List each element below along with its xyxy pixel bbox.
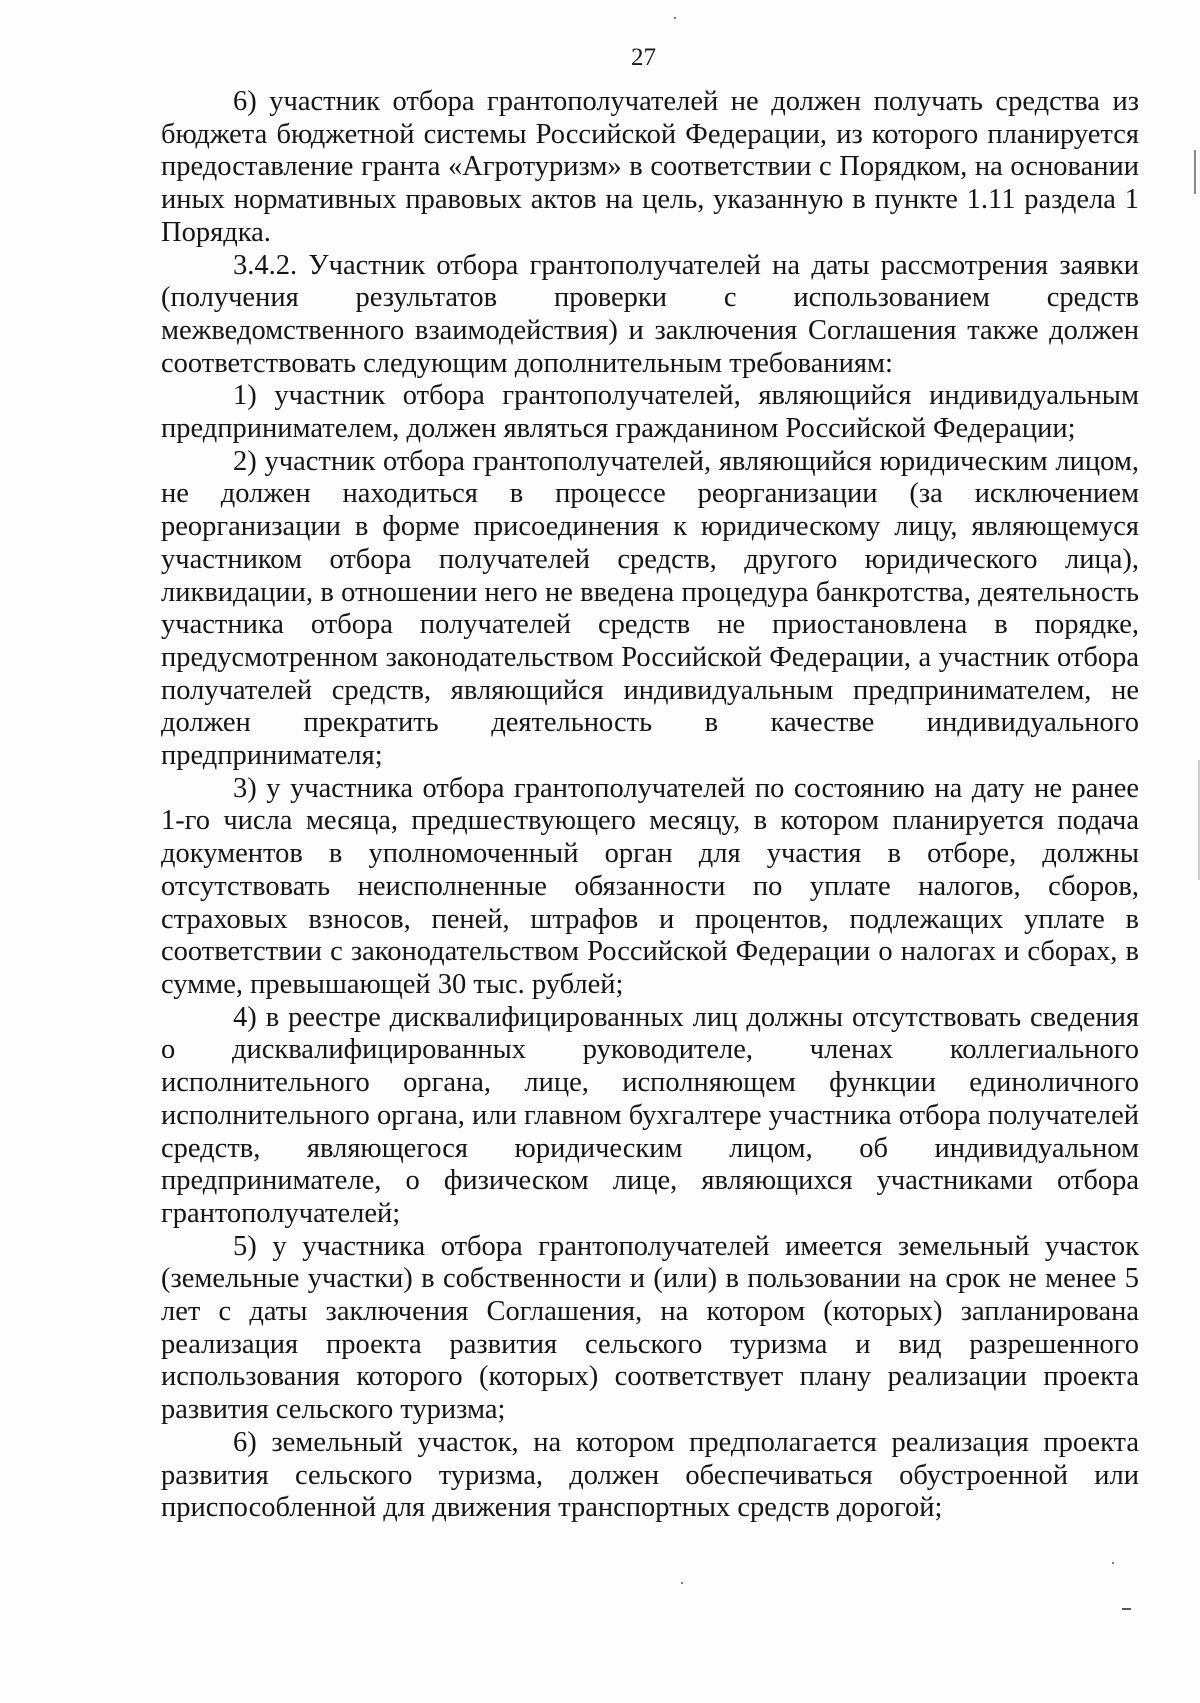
paragraph-item-2-reorganization: 2) участник отбора грантополучателей, являющийся юридическим лицом, не должен находиться в процессе реорганизации (за исключением реорганизации в форме присоединения к юридическому лицу, являющемуся участником отбора получателей средств, другого юридического лица), ликвидации, в отношении него не введена процедура банкротства, деятельность участника отбора получателей средств не приостановлена в порядке, предусмотренном законодательством Российской Федерации, а участник отбора получателей средств, являющийся индивидуальным предпринимателем, не должен прекратить деятельность в качестве индивидуального предпринимателя;: [161, 445, 1139, 772]
scan-speck: [674, 17, 676, 19]
document-body: [161, 86, 1139, 1525]
scan-speck: [681, 1582, 683, 1584]
paragraph-item-6-budget: 6) участник отбора грантополучателей не должен получать средства из бюджета бюджетной системы Российской Федерации, из которого планируется предоставление гранта «Агротуризм» в соответствии с Порядком, на основании иных нормативных правовых актов на цель, указанную в пункте 1.11 раздела 1 Порядка.: [161, 86, 1139, 248]
paragraph-item-5-land-plot: 5) у участника отбора грантополучателей имеется земельный участок (земельные участки) в собственности и (или) в пользовании на срок не менее 5 лет с даты заключения Соглашения, на котором (которых) запланирована реализация проекта развития сельского туризма и вид разрешенного использования которого (которых) соответствует плану реализации проекта развития сельского туризма;: [161, 1230, 1139, 1426]
scan-speck: [1112, 1562, 1114, 1564]
page-number: 27: [631, 44, 656, 71]
scan-edge-mark: [1194, 150, 1196, 194]
paragraph-item-3-tax-obligations: 3) у участника отбора грантополучателей по состоянию на дату не ранее 1-го числа месяца, предшествующего месяцу, в котором планируется подача документов в уполномоченный орган для участия в отборе, должны отсутствовать неисполненные обязанности по уплате налогов, сборов, страховых взносов, пеней, штрафов и процентов, подлежащих уплате в соответствии с законодательством Российской Федерации о налогах и сборах, в сумме, превышающей 30 тыс. рублей;: [161, 772, 1139, 1000]
paragraph-item-6-road-access: 6) земельный участок, на котором предполагается реализация проекта развития сельского туризма, должен обеспечиваться обустроенной или приспособленной для движения транспортных средств дорогой;: [161, 1426, 1139, 1524]
paragraph-item-1-citizenship: 1) участник отбора грантополучателей, являющийся индивидуальным предпринимателем, должен являться гражданином Российской Федерации;: [161, 380, 1139, 445]
scan-speck: [1122, 1608, 1131, 1610]
paragraph-item-4-disqualified-persons: 4) в реестре дисквалифицированных лиц должны отсутствовать сведения о дисквалифицированных руководителе, членах коллегиального исполнительного органа, лице, исполняющем функции единоличного исполнительного органа, или главном бухгалтере участника отбора получателей средств, являющегося юридическим лицом, об индивидуальном предпринимателе, о физическом лице, являющихся участниками отбора грантополучателей;: [161, 1001, 1139, 1229]
paragraph-3-4-2: 3.4.2. Участник отбора грантополучателей на даты рассмотрения заявки (получения результатов проверки с использованием средств межведомственного взаимодействия) и заключения Соглашения также должен соответствовать следующим дополнительным требованиям:: [161, 249, 1139, 379]
